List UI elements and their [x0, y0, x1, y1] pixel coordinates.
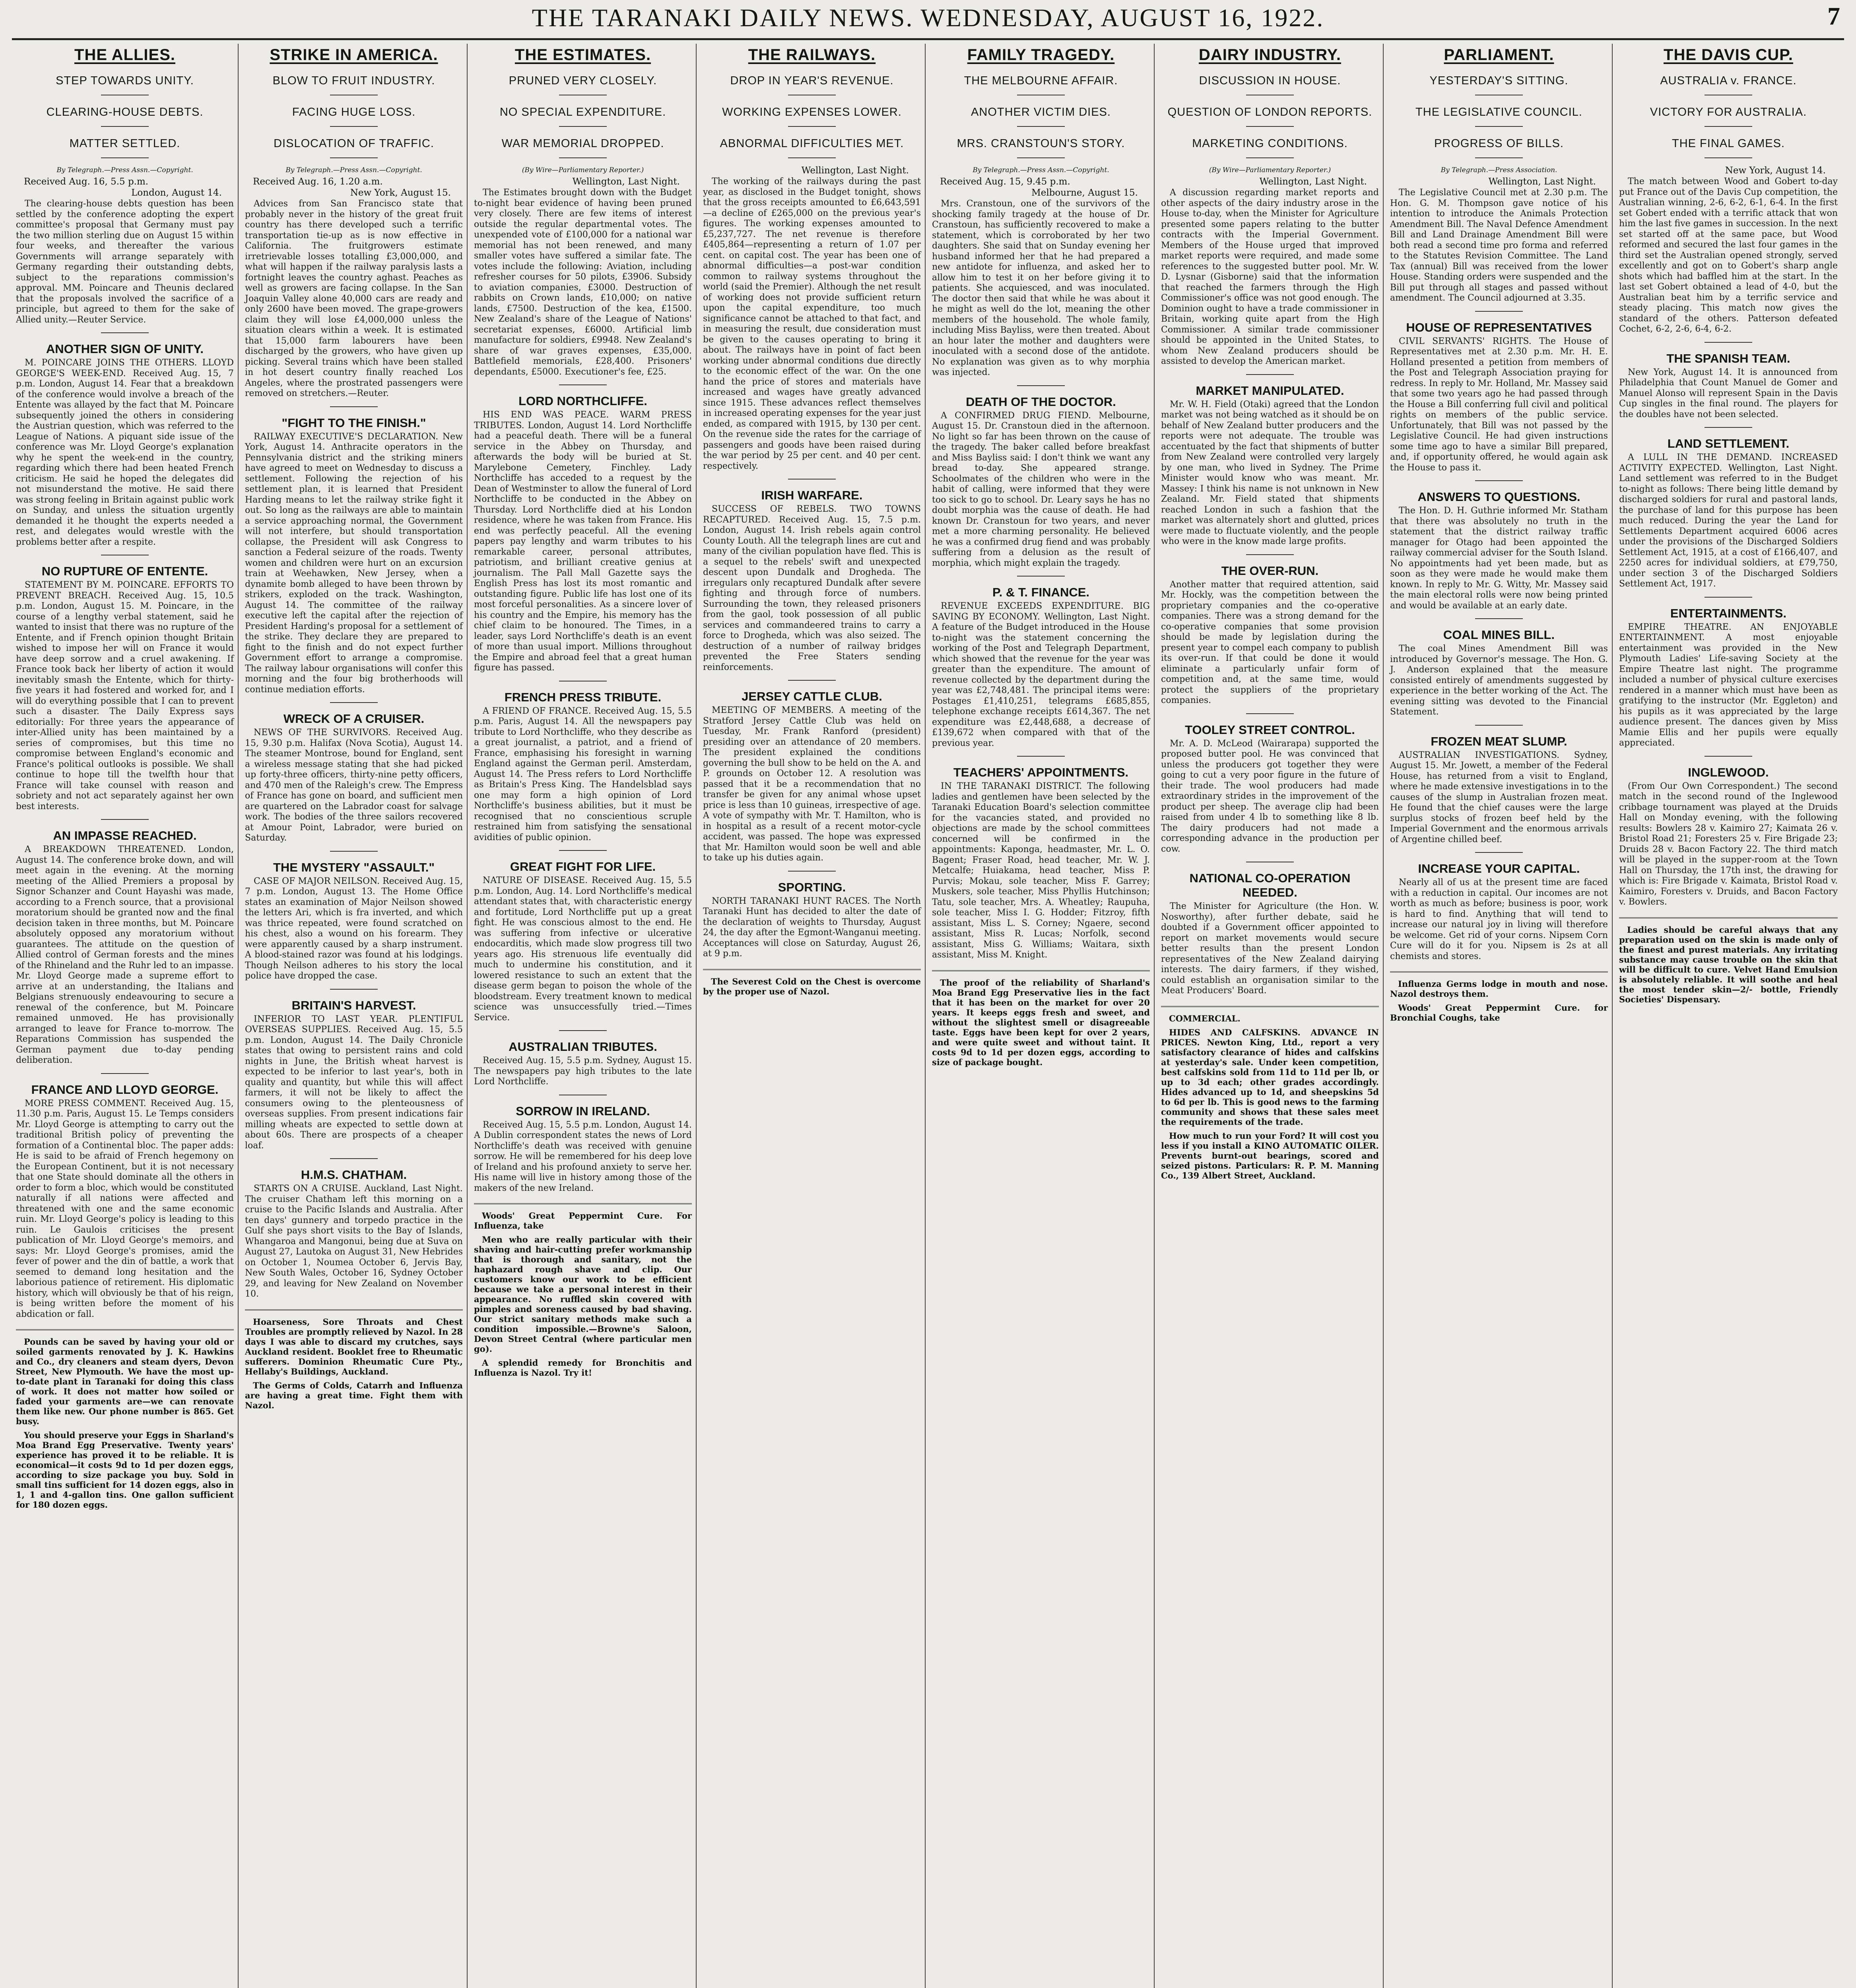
column-headline: THE ALLIES. [74, 46, 175, 64]
section-body: MORE PRESS COMMENT. Received Aug. 15, 11.30 p.m. Paris, August 15. Le Temps considers Mr. Lloyd George is attempting to carry out the traditional British policy of preventing the formation of a Continental bloc. The paper adds: He is said to be afraid of French hegemony on the European Continent, but it is not necessary that one State should dominate all the others in order to form a bloc, which would be constituted naturally if all nations were affected and threatened with one and the same economic ruin. Mr. Lloyd George's policy is leading to this ruin. Le Gaulois criticises the present publication of Mr. Lloyd George's memoirs, and says: Mr. Lloyd George's promises, amid the fever of power and the din of battle, a work that seemed to demand long hesitation and the laborious patience of retirement. His diplomatic history, which will obviously be that of his reign, is being written before the moment of his abdication or fall. [16, 1098, 234, 1319]
section-heading: HOUSE OF REPRESENTATIVES [1406, 320, 1592, 334]
divider-rule [788, 871, 836, 872]
advertisement: Woods' Great Peppermint Cure. For Influenza, take [474, 1211, 692, 1231]
section-heading: COAL MINES BILL. [1443, 628, 1555, 642]
section-body: The coal Mines Amendment Bill was introduced by Governor's message. The Hon. G. J. Anderson explained that the measure consisted entirely of amendments suggested by experience in the better working of the Act. The evening sitting was devoted to the Financial Statement. [1390, 644, 1608, 717]
divider-rule [330, 157, 378, 158]
section-heading: ENTERTAINMENTS. [1670, 606, 1787, 620]
section-body: MEETING OF MEMBERS. A meeting of the Stratford Jersey Cattle Club was held on Tuesday, Mr. Frank Ranford (president) presiding over an attendance of 20 members. The president explained the conditions governing the bull show to be held on the A. and P. grounds on October 12. A resolution was passed that it be a recommendation that no transfer be given for any animal whose upset price is less than 10 guineas, irrespective of age. A vote of sympathy with Mr. T. Hamilton, who is in hospital as a result of a recent motor-cycle accident, was passed. The hope was expressed that Mr. Hamilton would soon be well and able to take up his duties again. [703, 705, 921, 863]
subheadline: FACING HUGE LOSS. [292, 106, 416, 118]
divider-rule [1017, 157, 1065, 158]
subheadline: MARKETING CONDITIONS. [1192, 137, 1348, 150]
place-date: New York, August 14. [1725, 165, 1826, 176]
divider-rule [1475, 311, 1523, 312]
divider-rule [1246, 126, 1294, 127]
divider-rule [1246, 374, 1294, 375]
advertisement-block [703, 969, 921, 996]
news-column [1386, 44, 1613, 1988]
section-body: EMPIRE THEATRE. AN ENJOYABLE ENTERTAINMENT. A most enjoyable entertainment was provided in the New Plymouth Ladies' Life-saving Society at the Empire Theatre last night. The programme included a number of physical culture exercises rendered in a manner which must have been as gratifying to the instructor (Mr. Eggleton) and his pupils as it was appreciated by the large audience present. The dances given by Miss Mamie Ellis and her pupils were equally appreciated. [1619, 622, 1838, 748]
section-body: New York, August 14. It is announced from Philadelphia that Count Manuel de Gomer and Manuel Alonso will represent Spain in the Davis Cup singles in the final round. The players for the doubles have not been selected. [1619, 367, 1838, 419]
advertisement: Ladies should be careful always that any preparation used on the skin is made only of the finest and purest materials. Any irritating substance may cause trouble on the skin that will be difficult to cure. Velvet Hand Emulsion is absolutely reliable. It will soothe and heal the most tender skin—2/- bottle, Friendly Societies' Dispensary. [1619, 924, 1838, 1004]
divider-rule [1705, 427, 1752, 428]
advertisement: Hoarseness, Sore Throats and Chest Troubles are promptly relieved by Nazol. In 28 days I was able to discard my crutches, says Auckland resident. Booklet free to Rheumatic sufferers. Dominion Rheumatic Cure Pty., Hellaby's Buildings, Auckland. [245, 1316, 463, 1376]
dateline: Received Aug. 15, 9.45 p.m. [940, 177, 1070, 187]
section-body: STATEMENT BY M. POINCARE. EFFORTS TO PREVENT BREACH. Received Aug. 15, 10.5 p.m. London, August 15. M. Poincare, in the course of a lengthy verbal statement, said he wanted to insist that there was no rupture of the Entente, and if French opinion thought Britain wished to impose her will on France it would have deep sorrow and a cruel awakening. If France took back her liberty of action it would inevitably smash the Entente, which for thirty-five years it had fostered and worked for, and I will do everything possible that I can to prevent such a disaster. The Daily Express says editorially: For three years the appearance of inter-Allied unity has been maintained by a series of compromises, but this time no compromise between England's economic and France's political outlooks is possible. We shall continue to hope till the twelfth hour that France will take counsel with reason and sobriety and not act separately against her own best interests. [16, 580, 234, 812]
advertisement-block [1161, 1006, 1379, 1180]
article-body: A discussion regarding market reports and other aspects of the dairy industry arose in the House to-day, when the Minister for Agriculture presented some papers relating to the butter contracts with the Imperial Government. Members of the House urged that improved market reports were required, and made some references to the suggested butter pool. Mr. W. D. Lysnar (Gisborne) said that the information that reached the farmers through the High Commissioner's office was not good enough. The Dominion ought to have a trade commissioner in Britain, working quite apart from the High Commissioner. A similar trade commissioner should be appointed in the United States, to whom New Zealand producers should be assisted to develop the American market. [1161, 188, 1379, 366]
advertisement: The Germs of Colds, Catarrh and Influenza are having a great time. Fight them with Nazol. [245, 1380, 463, 1410]
news-column [1157, 44, 1384, 1988]
place-date: Wellington, Last Night. [1259, 177, 1367, 187]
divider-rule [101, 1073, 149, 1074]
section-body: AUSTRALIAN INVESTIGATIONS. Sydney, August 15. Mr. Jowett, a member of the Federal House, has returned from a visit to England, where he made extensive investigations in to the causes of the slump in Australian frozen meat. He found that the chief causes were the large surplus stocks of frozen beef held by the Imperial Government and the enormous arrivals of Argentine chilled beef. [1390, 750, 1608, 845]
divider-rule [330, 989, 378, 990]
place-date: Melbourne, August 15. [1031, 188, 1138, 198]
subheadline: BLOW TO FRUIT INDUSTRY. [272, 74, 435, 87]
section-body: (From Our Own Correspondent.) The second match in the second round of the Inglewood cribbage tournament was played at the Druids Hall on Monday evening, with the following results: Bowlers 28 v. Kaimiro 27; Kaimata 26 v. Bristol Road 21; Foresters 25 v. Fire Brigade 23; Druids 28 v. Bacon Factory 22. The third match will be played in the supper-room at the Town Hall on Thursday, the 17th inst, the drawing for which is: Fire Brigade v. Kaimata, Bristol Road v. Kaimiro, Foresters v. Druids, and Bacon Factory v. Bowlers. [1619, 781, 1838, 907]
place-date: London, August 14. [131, 188, 222, 198]
divider-rule [1705, 157, 1752, 158]
divider-rule [1246, 554, 1294, 555]
section-body: A LULL IN THE DEMAND. INCREASED ACTIVITY EXPECTED. Wellington, Last Night. Land settlement was referred to in the Budget to-night as follows: There being little demand by discharged soldiers for rural and pastoral lands, the purchase of land for this purpose has been much reduced. During the year the Land for Settlements Department acquired 6006 acres under the provisions of the Discharged Soldiers Settlement Act, 1915, at a cost of £166,407, and 2250 acres for individual soldiers, at £79,750, under section 3 of the Discharged Soldiers Settlement Act, 1917. [1619, 452, 1838, 589]
divider-rule [1017, 576, 1065, 577]
divider-rule [330, 406, 378, 407]
advertisement: Woods' Great Peppermint Cure. for Bronchial Coughs, take [1390, 1003, 1608, 1023]
divider-rule [788, 680, 836, 681]
column-headline: STRIKE IN AMERICA. [270, 46, 438, 64]
divider-rule [1475, 126, 1523, 127]
section-body: CIVIL SERVANTS' RIGHTS. The House of Representatives met at 2.30 p.m. Mr. H. E. Holland presented a petition from members of the Post and Telegraph Association praying for redress. In reply to Mr. Holland, Mr. Massey said that some two years ago he had passed through the House a Bill conferring full civil and political rights on members of the public service. Unfortunately, that Bill was not passed by the Legislative Council. He had given instructions some time ago to have a similar Bill prepared, and, if opportunity offered, he would again ask the House to pass it. [1390, 336, 1608, 473]
byline: (By Wire—Parliamentary Reporter.) [522, 166, 644, 174]
advertisement-block [474, 1203, 692, 1378]
section-body: NEWS OF THE SURVIVORS. Received Aug. 15, 9.30 p.m. Halifax (Nova Scotia), August 14. The steamer Montrose, bound for England, sent a wireless message stating that she had picked up forty-three officers, thirty-nine petty officers, and 470 men of the Raleigh's crew. The Empress of France has gone on board, and sufficient men are quartered on the Labrador coast for salvage work. The bodies of the three sailors recovered at Amour Point, Labrador, were buried on Saturday. [245, 728, 463, 843]
article-body: Mrs. Cranstoun, one of the survivors of the shocking family tragedy at the house of Dr. Cranstoun, has sufficiently recovered to make a statement, which is corroborated by her two daughters. She said that on Sunday evening her husband informed her that he had prepared a new antidote for influenza, and asked her to allow him to test it on her before giving it to patients. She acquiesced, and was inoculated. The doctor then said that while he was about it he might as well do the lot, meaning the other members of the household. The whole family, including Miss Bayliss, were then treated. About an hour later the mother and daughters were inoculated with a second dose of the antidote. No explanation was given as to why morphia was injected. [932, 199, 1150, 377]
section-body: Mr. A. D. McLeod (Wairarapa) supported the proposed butter pool. He was convinced that unless the producers got together they were going to cut a very poor figure in the future of their trade. The wool producers had made extraordinary strides in the improvement of the product per sheep. The average clip had been raised from under 4 lb to something like 8 lb. The dairy producers had not made a corresponding advance in the production per cow. [1161, 738, 1379, 854]
divider-rule [1246, 157, 1294, 158]
section-body: A BREAKDOWN THREATENED. London, August 14. The conference broke down, and will meet again in the evening. At the morning meeting of the Allied Premiers a proposal by Signor Schanzer and Count Hayashi was made, according to a French source, that a provisional moratorium should be granted now and the final decision taken in three months, but M. Poincare absolutely opposed any moratorium without guarantees. The attitude on the question of Allied control of German forests and the mines of the Rhineland and the Ruhr led to an impasse. Mr. Lloyd George made a supreme effort to arrive at an understanding, the Italians and Belgians strenuously endeavouring to secure a renewal of the conference, but M. Poincare remained unmoved. He has provisionally arranged to leave for France to-morrow. The Reparations Commission has suspended the German payment due to-day pending deliberation. [16, 845, 234, 1065]
section-heading: THE OVER-RUN. [1221, 563, 1319, 578]
news-column [12, 44, 239, 1988]
subheadline: ABNORMAL DIFFICULTIES MET. [720, 137, 904, 150]
subheadline: DISCUSSION IN HOUSE. [1199, 74, 1341, 87]
section-heading: LORD NORTHCLIFFE. [518, 394, 647, 408]
article-body: The clearing-house debts question has been settled by the conference adopting the expert committee's proposal that Germany must pay the two million sterling due on August 15 within four weeks, and thereafter the various Governments will arrange separately with Germany regarding their outstanding debts, subject to the reparations commission's approval. MM. Poincare and Theunis declared that the proposals involved the sacrifice of a principle, but agreed to them for the sake of Allied unity.—Reuter Service. [16, 199, 234, 325]
subheadline: THE FINAL GAMES. [1672, 137, 1785, 150]
column-headline: THE DAVIS CUP. [1664, 46, 1793, 64]
section-heading: TEACHERS' APPOINTMENTS. [953, 765, 1129, 779]
advertisement-block [932, 970, 1150, 1067]
subheadline: CLEARING-HOUSE DEBTS. [46, 106, 204, 118]
section-body: Received Aug. 15, 5.5 p.m. Sydney, August 15. The newspapers pay high tributes to the late Lord Northcliffe. [474, 1056, 692, 1087]
byline: By Telegraph.—Press Assn.—Copyright. [56, 166, 193, 174]
section-heading: THE MYSTERY "ASSAULT." [273, 860, 435, 874]
advertisement-block [16, 1329, 234, 1510]
advertisement: The proof of the reliability of Sharland's Moa Brand Egg Preservative lies in the fact that it has been on the market for over 20 years. It keeps eggs fresh and sweet, and without the slightest smell or disagreeable taste. Eggs have been kept for over 2 years, and were quite sweet and without taint. It costs 9d to 1d per dozen eggs, according to size of package bought. [932, 977, 1150, 1067]
column-headline: THE RAILWAYS. [748, 46, 876, 64]
section-heading: H.M.S. CHATHAM. [301, 1168, 407, 1182]
subheadline: PRUNED VERY CLOSELY. [509, 74, 657, 87]
divider-rule [559, 1030, 607, 1031]
advertisement-block [1390, 971, 1608, 1023]
column-headline: PARLIAMENT. [1444, 46, 1554, 64]
news-column [241, 44, 468, 1988]
subheadline: ANOTHER VICTIM DIES. [971, 106, 1111, 118]
subheadline: NO SPECIAL EXPENDITURE. [499, 106, 666, 118]
divider-rule [330, 702, 378, 703]
section-body: CASE OF MAJOR NEILSON. Received Aug. 15, 7 p.m. London, August 13. The Home Office states an examination of Major Neilson showed the letters Ari, which is fra inverted, and which was thrice repeated, were found scratched on his chest, also a wound on his forearm. They were apparently caused by a sharp instrument. A blood-stained razor was found at his lodgings. Though Neilson adheres to his story the local police have dropped the case. [245, 876, 463, 981]
section-body: The Hon. D. H. Guthrie informed Mr. Statham that there was absolutely no truth in the statement that the district railway traffic manager for Otago had been appointed the railway commercial adviser for the South Island. No appointments had yet been made, but as soon as they were made he would make them known. In reply to Mr. G. Witty, Mr. Massey said the main electoral rolls were now being printed and would be available at an early date. [1390, 506, 1608, 611]
subheadline: YESTERDAY'S SITTING. [1429, 74, 1569, 87]
subheadline: MRS. CRANSTOUN'S STORY. [957, 137, 1125, 150]
section-heading: NO RUPTURE OF ENTENTE. [41, 564, 208, 578]
section-body: RAILWAY EXECUTIVE'S DECLARATION. New York, August 14. Anthracite operators in the Pennsylvania district and the striking miners have agreed to meet on Wednesday to discuss a settlement. Following the rejection of his settlement plan, it is learned that President Harding means to let the railway strike fight it out. So long as the railways are able to maintain a service approaching normal, the Government will not interfere, but should transportation collapse, the President will ask Congress to sanction a Federal seizure of the roads. Twenty women and children were hurt on an excursion train at Weehawken, New Jersey, when a dynamite bomb alleged to have been thrown by strikers, exploded on the track. Washington, August 14. The committee of the railway executive left the capital after the rejection of President Harding's proposal for a settlement of the strike. They declare they are prepared to fight to the finish and do not expect further Government effort to arrange a compromise. The railway labour organisations will confer this morning and the four big brotherhoods will continue mediation efforts. [245, 431, 463, 695]
dateline: Received Aug. 16, 5.5 p.m. [24, 177, 149, 187]
divider-rule [101, 126, 149, 127]
section-heading: DEATH OF THE DOCTOR. [966, 394, 1116, 409]
subheadline: PROGRESS OF BILLS. [1434, 137, 1564, 150]
advertisement: How much to run your Ford? It will cost you less if you install a KINO AUTOMATIC OILER. Prevents burnt-out bearings, scored and seized pistons. Particulars: R. P. M. Manning Co., 139 Albert Street, Auckland. [1161, 1130, 1379, 1180]
news-column [1615, 44, 1842, 1988]
place-date: Wellington, Last Night. [801, 165, 909, 176]
section-body: A FRIEND OF FRANCE. Received Aug. 15, 5.5 p.m. Paris, August 14. All the newspapers pay tribute to Lord Northcliffe, who they describe as a great journalist, a patriot, and a friend of France, emphasising his foresight in warning England against the German peril. Amsterdam, August 14. The Press refers to Lord Northcliffe as Britain's Press King. The Handelsblad says one may form a high opinion of Lord Northcliffe's business abilities, but it must be recognised that no conscientious scruple restrained him from satisfying the sensational avidities of public opinion. [474, 706, 692, 843]
section-heading: BRITAIN'S HARVEST. [291, 998, 416, 1012]
dateline: Received Aug. 16, 1.20 a.m. [253, 177, 383, 187]
divider-rule [559, 384, 607, 385]
place-date: Wellington, Last Night. [572, 177, 680, 187]
subheadline: THE MELBOURNE AFFAIR. [964, 74, 1118, 87]
advertisement: The Severest Cold on the Chest is overcome by the proper use of Nazol. [703, 976, 921, 996]
divider-rule [1246, 713, 1294, 714]
section-heading: AUSTRALIAN TRIBUTES. [509, 1040, 657, 1054]
news-column [470, 44, 697, 1988]
section-body: REVENUE EXCEEDS EXPENDITURE. BIG SAVING BY ECONOMY. Wellington, Last Night. A feature of the Budget introduced in the House to-night was the statement concerning the working of the Post and Telegraph Department, which showed that the revenue for the year was greater than the expenditure. The amount of revenue collected by the department during the year was £2,748,481. The principal items were: Postages £1,410,251, telegrams £685,855, telephone exchange receipts £614,367. The net expenditure was £2,448,688, a decrease of £139,672 when compared with that of the previous year. [932, 601, 1150, 748]
news-column [699, 44, 926, 1988]
subheadline: DISLOCATION OF TRAFFIC. [274, 137, 434, 150]
divider-rule [330, 1158, 378, 1159]
byline: By Telegraph.—Press Assn.—Copyright. [285, 166, 422, 174]
section-body: Nearly all of us at the present time are faced with a reduction in capital. Our incomes are not worth as much as before; business is poor, work is hard to find. Anything that will tend to increase our natural joy in living will therefore be welcome. Get rid of your corns. Nipsem Corn Cure will do it for you. Nipsem is 2s at all chemists and stores. [1390, 878, 1608, 961]
divider-rule [1475, 725, 1523, 726]
subheadline: AUSTRALIA v. FRANCE. [1660, 74, 1797, 87]
article-body: The Estimates brought down with the Budget to-night bear evidence of having been pruned very closely. There are few items of interest outside the regular departmental votes. The unexpended vote of £100,000 for a national war memorial has not been renewed, and many smaller votes have suffered a similar fate. The votes include the following: Aviation, including refresher courses for 50 pilots, £3906. Subsidy to aviation companies, £3000. Destruction of rabbits on Crown lands, £10,000; on native lands, £7500. Destruction of the kea, £1500. New Zealand's share of the League of Nations' secretariat expenses, £6000. Artificial limb manufacture for soldiers, £9948. New Zealand's share of war graves expenses, £35,000. Battlefield memorials, £28,400. Prisoners' dependants, £5000. Executioner's fee, £25. [474, 188, 692, 377]
page-number: 7 [1827, 2, 1840, 30]
divider-rule [559, 157, 607, 158]
divider-rule [1705, 126, 1752, 127]
article-body: Advices from San Francisco state that probably never in the history of the great fruit country has there developed such a terrific transportation tie-up as is now effective in California. The fruitgrowers estimate irretrievable losses totalling £3,000,000, and what will happen if the railway paralysis lasts a fortnight leaves the country aghast. Peaches as well as growers are facing collapse. In the San Joaquin Valley alone 40,000 cars are ready and only 2600 have been moved. The grape-growers claim they will lose £4,000,000 unless the situation clears within a week. It is estimated that 15,000 farm labourers have been discharged by the growers, who have given up picking. Several trains which have been stalled in hot desert country finally reached Los Angeles, where the prostrated passengers were removed on stretchers.—Reuter. [245, 199, 463, 398]
section-heading: SPORTING. [778, 880, 846, 894]
advertisement: COMMERCIAL. [1169, 1013, 1241, 1023]
news-column [928, 44, 1155, 1988]
section-body: NATURE OF DISEASE. Received Aug. 15, 5.5 p.m. London, Aug. 14. Lord Northcliffe's medical attendant states that, with characteristic energy and fortitude, Lord Northcliffe put up a great fight. He was conscious almost to the end. He was suffering from infective or ulcerative endocarditis, which made slow progress till two years ago. His strenuous life eventually did much to undermine his constitution, and it lowered resistance to such an extent that the disease germ began to poison the whole of the bloodstream. Every treatment known to medical science was unsuccessfully tried.—Times Service. [474, 876, 692, 1023]
section-body: Another matter that required attention, said Mr. Hockly, was the competition between the proprietary companies and the co-operative companies. There was a strong demand for the co-operative companies that some provision should be made by legislation during the present year to compel each company to publish its over-run. If that could be done it would eliminate a particularly unfair form of competition and, at the same time, would protect the suppliers of the proprietary companies. [1161, 579, 1379, 705]
section-heading: WRECK OF A CRUISER. [283, 712, 425, 726]
section-heading: NATIONAL CO-OPERATION NEEDED. [1189, 871, 1351, 899]
column-headline: FAMILY TRAGEDY. [967, 46, 1115, 64]
article-body: The Legislative Council met at 2.30 p.m. The Hon. G. M. Thompson gave notice of his intention to introduce the Animals Protection Amendment Bill. The Naval Defence Amendment Bill and Land Drainage Amendment Bill were both read a second time pro forma and referred to the Statutes Revision Committee. The Land Tax (annual) Bill was received from the lower House. Standing orders were suspended and the Bill put through all stages and passed without amendment. The Council adjourned at 3.35. [1390, 188, 1608, 303]
subheadline: WORKING EXPENSES LOWER. [722, 106, 902, 118]
section-heading: IRISH WARFARE. [761, 488, 863, 502]
section-body: Mr. W. H. Field (Otaki) agreed that the London market was not being watched as it should be on behalf of New Zealand butter producers and the reports were not adequate. The trouble was accentuated by the fact that shipments of butter from New Zealand were controlled very largely by one man, who lived in Sydney. The Prime Minister would know who was meant. Mr. Massey: I think his name is not unknown in New Zealand. Mr. Field stated that shipments reached London in such a fashion that the market was alternately short and glutted, prices were made to fluctuate violently, and the people who were in the know made large profits. [1161, 399, 1379, 546]
divider-rule [330, 851, 378, 852]
byline: (By Wire—Parliamentary Reporter.) [1209, 166, 1331, 174]
byline: By Telegraph.—Press Assn.—Copyright. [973, 166, 1109, 174]
advertisement-block [245, 1309, 463, 1410]
section-heading: GREAT FIGHT FOR LIFE. [510, 860, 656, 874]
divider-rule [1017, 756, 1065, 757]
section-body: The Minister for Agriculture (the Hon. W. Nosworthy), after further debate, said he doubted if a Government officer appointed to report on market movements would secure better results than the present London representatives of the New Zealand dairying interests. The dairy farmers, if they wished, could establish an organisation similar to the Meat Producers' Board. [1161, 901, 1379, 996]
section-body: A CONFIRMED DRUG FIEND. Melbourne, August 15. Dr. Cranstoun died in the afternoon. No light so far has been thrown on the cause of the tragedy. The baker called before breakfast and Miss Bayliss said: I don't think we want any bread to-day. She appeared strange. Schoolmates of the children who were in the habit of calling, were informed that they were too sick to go to school. Dr. Leary says he has no doubt morphia was the cause of death. He had known Dr. Cranstoun for two years, and never met a more charming personality. He believed he was a confirmed drug fiend and was probably suffering from a delusion as the result of morphia, which might explain the tragedy. [932, 410, 1150, 568]
divider-rule [559, 850, 607, 851]
section-heading: INGLEWOOD. [1688, 765, 1769, 779]
columns-container [12, 44, 1844, 1988]
divider-rule [1017, 385, 1065, 386]
subheadline: THE LEGISLATIVE COUNCIL. [1415, 106, 1582, 118]
masthead [12, 0, 1844, 40]
section-heading: "FIGHT TO THE FINISH." [282, 415, 426, 430]
divider-rule [1017, 126, 1065, 127]
divider-rule [101, 819, 149, 820]
section-heading: ANOTHER SIGN OF UNITY. [46, 342, 204, 356]
section-heading: FRENCH PRESS TRIBUTE. [504, 690, 662, 704]
section-body: Received Aug. 15, 5.5 p.m. London, August 14. A Dublin correspondent states the news of Lord Northcliffe's death was received with genuine sorrow. He will be remembered for his deep love of Ireland and his profound anxiety to serve her. His name will live in history among those of the makers of the new Ireland. [474, 1120, 692, 1193]
section-heading: INCREASE YOUR CAPITAL. [1418, 862, 1580, 876]
advertisement: Men who are really particular with their shaving and hair-cutting prefer workmanship that is thorough and sanitary, not the haphazard rough shave and clip. Our customers know our work to be efficient because we take a personal interest in their appearance. No ruffled skin covered with pimples and soreness caused by bad shaving. Our strict sanitary methods make such a condition impossible.—Browne's Saloon, Devon Street Central (where particular men go). [474, 1235, 692, 1354]
divider-rule [101, 332, 149, 333]
subheadline: MATTER SETTLED. [69, 137, 181, 150]
subheadline: STEP TOWARDS UNITY. [56, 74, 194, 87]
section-heading: THE SPANISH TEAM. [1666, 351, 1790, 365]
article-body: The working of the railways during the past year, as disclosed in the Budget tonight, shows that the gross receipts amounted to £6,643,591—a decline of £265,000 on the previous year's figures. The working expenses amounted to £5,237,727. The net revenue is therefore £405,864—representing a return of 1.07 per cent. on capital cost. The year has been one of abnormal difficulties—a post-war condition common to railway systems throughout the world (said the Premier). Although the net result of working does not provide sufficient return upon the capital expenditure, too much significance cannot be attached to that fact, and in measuring the result, due consideration must be given to the causes operating to bring it about. The railways have in point of fact been working under abnormal conditions due directly to the economic effect of the war. On the one hand the price of stores and materials have increased and wages have greatly advanced since 1915. These advances reflect themselves in increased operating expenses for the year just ended, as compared with 1915, by 130 per cent. On the revenue side the rates for the carriage of passengers and goods have been raised during the war period by 25 per cent. and 40 per cent. respectively. [703, 177, 921, 471]
place-date: New York, August 15. [350, 188, 451, 198]
section-body: INFERIOR TO LAST YEAR. PLENTIFUL OVERSEAS SUPPLIES. Received Aug. 15, 5.5 p.m. London, August 14. The Daily Chronicle states that owing to persistent rains and cold nights in June, the British wheat harvest is expected to be inferior to last year's, both in quality and quantity, but while this will affect farmers, it will not be likely to affect the consumers owing to the plenteousness of overseas supplies. From present indications fair milling wheats are expected to settle down at about 60s. There are prospects of a cheaper loaf. [245, 1014, 463, 1151]
divider-rule [1475, 852, 1523, 853]
section-heading: SORROW IN IRELAND. [516, 1104, 650, 1118]
advertisement: Influenza Germs lodge in mouth and nose. Nazol destroys them. [1390, 979, 1608, 999]
advertisement: Pounds can be saved by having your old or soiled garments renovated by J. K. Hawkins and Co., dry cleaners and steam dyers, Devon Street, New Plymouth. We have the most up-to-date plant in Taranaki for doing this class of work. It does not matter how soiled or faded your garments are—we can renovate them like new. Our phone number is 865. Get busy. [16, 1337, 234, 1426]
section-heading: FROZEN MEAT SLUMP. [1431, 734, 1567, 748]
column-headline: DAIRY INDUSTRY. [1198, 46, 1341, 64]
advertisement: A splendid remedy for Bronchitis and Influenza is Nazol. Try it! [474, 1358, 692, 1378]
section-heading: LAND SETTLEMENT. [1667, 437, 1790, 450]
section-heading: TOOLEY STREET CONTROL. [1185, 722, 1355, 737]
advertisement: HIDES AND CALFSKINS. ADVANCE IN PRICES. Newton King, Ltd., report a very satisfactory clearance of hides and calfskins at yesterday's sale. Under keen competition, best calfskins sold from 11d to 11d per lb, or up to 3d each; other grades accordingly. Hides advanced up to 1d, and sheepskins 5d to 6d per lb. This is good news to the farming community and shows that these sales meet the requirements of the trade. [1161, 1027, 1379, 1127]
section-heading: P. & T. FINANCE. [992, 585, 1090, 599]
divider-rule [1705, 756, 1752, 757]
subheadline: VICTORY FOR AUSTRALIA. [1650, 106, 1807, 118]
divider-rule [330, 126, 378, 127]
section-heading: FRANCE AND LLOYD GEORGE. [31, 1082, 219, 1097]
byline: By Telegraph.—Press Association. [1441, 166, 1557, 174]
place-date: Wellington, Last Night. [1488, 177, 1596, 187]
divider-rule [101, 157, 149, 158]
section-body: M. POINCARE JOINS THE OTHERS. LLOYD GEORGE'S WEEK-END. Received Aug. 15, 7 p.m. London, August 14. Fear that a breakdown of the conference would involve a breach of the Entente was allayed by the fact that M. Poincare subsequently joined the others in considering the Austrian question, which was referred to the League of Nations. A piquant side issue of the conference was Mr. Lloyd George's explanation why he spent the week-end in the country, regarding which there had been heated French criticism. He said he hoped the delegates did not misunderstand the motive. He said there was strong feeling in Britain against public work on Sunday, and unless the situation urgently demanded it he thought the experts needed a rest, and delegates would wrestle with the problems better after a respite. [16, 358, 234, 547]
divider-rule [1475, 480, 1523, 481]
section-body: SUCCESS OF REBELS. TWO TOWNS RECAPTURED. Received Aug. 15, 7.5 p.m. London, August 14. Irish rebels again control County Louth. All the telegraph lines are cut and many of the civilian population have fled. This is a sequel to the rebels' swift and unexpected descent upon Dundalk and Drogheda. The irregulars only recaptured Dundalk after severe fighting and through force of numbers. Surrounding the town, they released prisoners from the gaol, took possession of all public services and commandeered trains to carry a force to Drogheda, which was also seized. The destruction of a number of railway bridges prevented the Free Staters sending reinforcements. [703, 504, 921, 672]
section-heading: MARKET MANIPULATED. [1196, 383, 1344, 398]
subheadline: WAR MEMORIAL DROPPED. [501, 137, 664, 150]
divider-rule [559, 126, 607, 127]
section-body: IN THE TARANAKI DISTRICT. The following ladies and gentlemen have been selected by the Taranaki Education Board's selection committee for the vacancies stated, and provided no objections are made by the school committees concerned will be confirmed in the appointments: Kaponga, headmaster, Mr. L. O. Bagent; Fraser Road, head teacher, Mr. W. J. Metcalfe; Huiakama, head teacher, Miss P. Purvis; Mokau, sole teacher, Miss F. Garrey; Muskers, sole teacher, Miss Phyllis Hutchinson; Tatu, sole teacher, Mrs. A. Wheatley; Raupuha, sole teacher, Miss I. G. Hodder; Fitzroy, fifth assistant, Miss L. S. Corney; Ngaere, second assistant, Miss R. Lucas; Norfolk, second assistant, Miss G. Williams; Waitara, sixth assistant, Miss M. Knight. [932, 781, 1150, 960]
subheadline: QUESTION OF LONDON REPORTS. [1167, 106, 1373, 118]
column-headline: THE ESTIMATES. [514, 46, 651, 64]
newspaper-title: THE TARANAKI DAILY NEWS. WEDNESDAY, AUGUST 16, 1922. [532, 4, 1324, 32]
section-heading: AN IMPASSE REACHED. [53, 829, 197, 843]
divider-rule [1705, 597, 1752, 598]
article-body: The match between Wood and Gobert to-day put France out of the Davis Cup competition, the Australian winning, 2-6, 6-2, 6-1, 6-4. In the first set Gobert ended with a terrific attack that won him the last five games in succession. In the next set started off at the same pace, but Wood reformed and secured the last four games in the third set the Australian opened strongly, served excellently and got on to Gobert's sharp angle shots which had baffled him at the start. In the last set Gobert obtained a lead of 4-0, but the Australian beat him by a terrific service and steady placing. This match now gives the standard of the others. Patterson defeated Cochet, 6-2, 2-6, 6-4, 6-2. [1619, 177, 1838, 334]
divider-rule [788, 479, 836, 480]
section-body: NORTH TARANAKI HUNT RACES. The North Taranaki Hunt has decided to alter the date of the declaration of weights to Thursday, August 24, the day after the Egmont-Wanganui meeting. Acceptances will close on Saturday, August 26, at 9 p.m. [703, 896, 921, 959]
divider-rule [788, 126, 836, 127]
section-body: STARTS ON A CRUISE. Auckland, Last Night. The cruiser Chatham left this morning on a cruise to the Pacific Islands and Australia. After ten days' gunnery and torpedo practice in the Gulf she pays short visits to the Bay of Islands, Whangaroa and Mangonui, being due at Suva on August 27, Lautoka on August 31, New Hebrides on October 1, Noumea October 6, Jervis Bay, New South Wales, October 16, Sydney October 29, and leaving for New Zealand on November 10. [245, 1184, 463, 1299]
divider-rule [1705, 342, 1752, 343]
advertisement: You should preserve your Eggs in Sharland's Moa Brand Egg Preservative. Twenty years' experience has proved it to be reliable. It is economical—it costs 9d to 1d per dozen eggs, according to size package you buy. Sold in small tins sufficient for 14 dozen eggs, also in 1, 1 and 4-gallon tins. One gallon sufficient for 180 dozen eggs. [16, 1430, 234, 1510]
section-heading: ANSWERS TO QUESTIONS. [1417, 490, 1580, 504]
section-body: HIS END WAS PEACE. WARM PRESS TRIBUTES. London, August 14. Lord Northcliffe had a peaceful death. There will be a funeral service in the Abbey on Thursday, and afterwards the body will be buried at St. Marylebone Cemetery, Finchley. Lady Northcliffe has acceded to a request by the Dean of Westminster to allow the funeral of Lord Northcliffe to be conducted in the Abbey on Thursday. Lord Northcliffe died at his London residence, where he was taken from France. His end was perfectly peaceful. All the evening papers pay lengthy and warm tributes to his remarkable career, personal attributes, patriotism, and brilliant creative genius at journalism. The Pall Mall Gazette says the English Press has lost its most romantic and outstanding figure. Public life has lost one of its most forceful personalities. As a sincere lover of his country and the Empire, his memory has the chief claim to be honoured. The Times, in a leader, says Lord Northcliffe's death is an event of more than usual import. Millions throughout the Empire and abroad feel that a great human figure has passed. [474, 410, 692, 673]
subheadline: DROP IN YEAR'S REVENUE. [730, 74, 894, 87]
advertisement-block [1619, 917, 1838, 1004]
divider-rule [1475, 157, 1523, 158]
divider-rule [1475, 618, 1523, 619]
section-heading: JERSEY CATTLE CLUB. [742, 689, 882, 703]
divider-rule [788, 157, 836, 158]
